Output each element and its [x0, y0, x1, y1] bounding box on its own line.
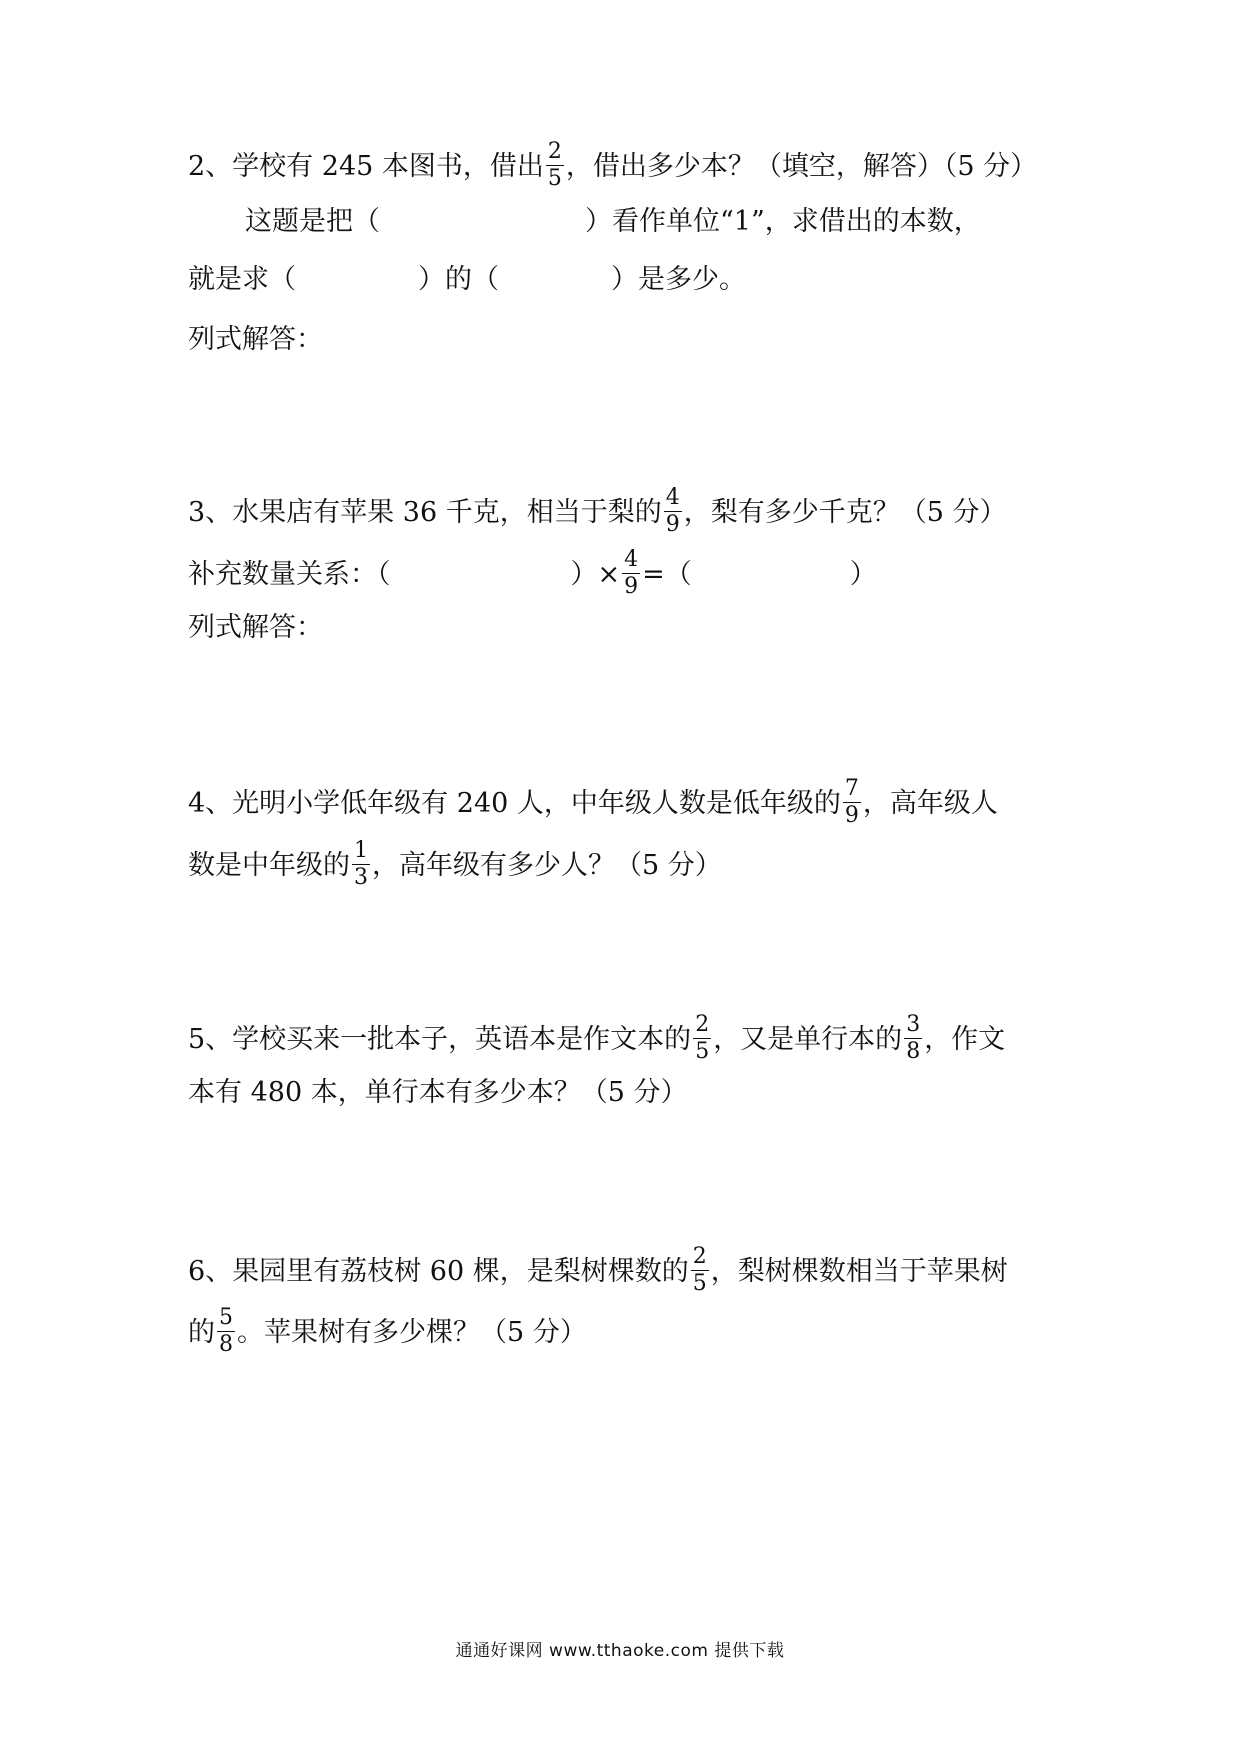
q6-fraction-1-denominator: 5 [692, 1271, 707, 1296]
q3-answer-text: 列式解答： [188, 612, 323, 643]
q5-text-b: ，又是单行本的 [713, 1024, 903, 1055]
q6-fraction-1 [691, 1246, 709, 1295]
q3-l2-fraction-denominator: 9 [624, 574, 639, 599]
q2-fraction-denominator: 5 [547, 166, 562, 191]
q3-l2-fraction-numerator: 4 [624, 547, 639, 572]
q2-line1 [188, 139, 1038, 192]
q6-fraction-1-numerator: 2 [692, 1244, 707, 1269]
q2-text-a: 2、学校有 245 本图书，借出 [188, 151, 544, 182]
q3-line1 [188, 485, 1007, 538]
q6-text-a: 6、果园里有荔枝树 60 棵，是梨树棵数的 [188, 1256, 689, 1287]
q4-text-b: ，高年级人 [862, 788, 998, 819]
page-footer: 通通好课网 www.tthaoke.com 提供下载 [455, 1641, 785, 1661]
q2-l3-b: ）的（ [418, 264, 499, 295]
q2-line3 [188, 263, 746, 297]
q6-line1 [188, 1244, 1008, 1297]
q5-fraction-2-denominator: 8 [906, 1039, 921, 1064]
q3-l2-a: 补充数量关系：（ [188, 559, 391, 590]
q2-line2 [245, 205, 981, 239]
q2-answer-label [188, 323, 323, 357]
q4-l2-b: ，高年级有多少人？（5 分） [372, 850, 722, 881]
q6-text-b: ，梨树棵数相当于苹果树 [710, 1256, 1008, 1287]
q2-answer-text: 列式解答： [188, 324, 323, 355]
q3-fraction-denominator: 9 [665, 512, 680, 537]
q6-l2-a: 的 [188, 1317, 215, 1348]
q4-line2 [188, 838, 722, 891]
q6-l2-b: 。苹果树有多少棵？（5 分） [237, 1317, 587, 1348]
q4-text-a: 4、光明小学低年级有 240 人，中年级人数是低年级的 [188, 788, 841, 819]
q3-answer-label [188, 611, 323, 645]
q6-fraction-2 [217, 1307, 235, 1356]
q4-fraction-1 [843, 778, 861, 827]
q5-fraction-1-numerator: 2 [695, 1012, 710, 1037]
q6-fraction-2-denominator: 8 [219, 1332, 233, 1357]
q2-l2-b: ）看作单位“1”，求借出的本数， [585, 206, 981, 237]
q2-fraction [546, 141, 564, 190]
q4-line1 [188, 776, 998, 829]
q3-l2-d: ） [849, 559, 877, 590]
q5-text-c: ，作文 [924, 1024, 1006, 1055]
q2-text-b: ，借出多少本？（填空，解答）（5 分） [565, 151, 1038, 182]
q3-text-b: ，梨有多少千克？（5 分） [683, 497, 1007, 528]
q4-fraction-1-denominator: 9 [844, 803, 859, 828]
q6-fraction-2-numerator: 5 [219, 1305, 233, 1330]
q4-fraction-1-numerator: 7 [844, 776, 859, 801]
q3-line2 [188, 547, 877, 600]
q2-l3-c: ）是多少。 [611, 264, 746, 295]
q3-fraction [664, 487, 682, 536]
q4-l2-a: 数是中年级的 [188, 850, 350, 881]
q2-fraction-numerator: 2 [547, 139, 562, 164]
q3-l2-b: ）× [570, 559, 621, 590]
q5-text-a: 5、学校买来一批本子，英语本是作文本的 [188, 1024, 692, 1055]
q5-fraction-1-denominator: 5 [695, 1039, 710, 1064]
q5-line1 [188, 1012, 1006, 1065]
q5-l2: 本有 480 本，单行本有多少本？（5 分） [188, 1077, 688, 1108]
q5-fraction-2-numerator: 3 [906, 1012, 921, 1037]
q3-l2-fraction [622, 549, 640, 598]
q4-fraction-2-numerator: 1 [354, 838, 368, 863]
q4-fraction-2 [352, 840, 370, 889]
q2-l2-a: 这题是把（ [245, 206, 380, 237]
q2-l3-a: 就是求（ [188, 264, 296, 295]
q5-line2 [188, 1076, 687, 1110]
q3-fraction-numerator: 4 [665, 485, 680, 510]
q5-fraction-2 [904, 1014, 922, 1063]
q4-fraction-2-denominator: 3 [354, 865, 368, 890]
q3-l2-c: =（ [642, 559, 692, 590]
q6-line2 [188, 1305, 587, 1358]
q3-text-a: 3、水果店有苹果 36 千克，相当于梨的 [188, 497, 662, 528]
q5-fraction-1 [693, 1014, 711, 1063]
